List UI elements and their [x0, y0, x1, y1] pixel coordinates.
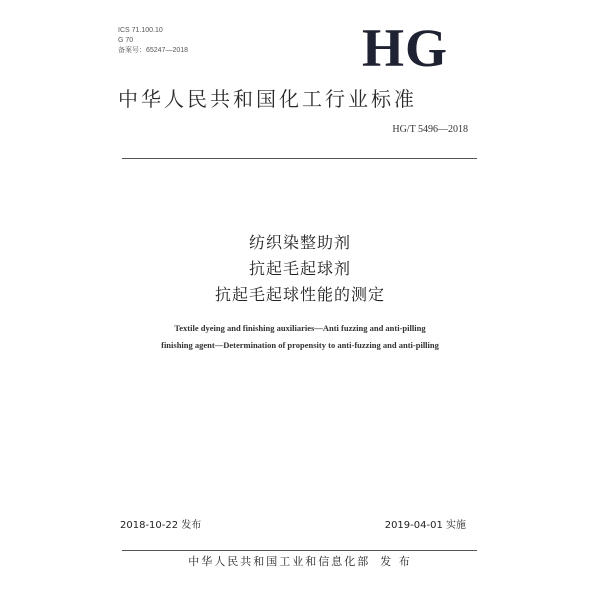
top-divider: [122, 158, 477, 159]
en-title-line-1: Textile dyeing and finishing auxiliaries—Anti fuzzing and anti-pilling: [174, 323, 426, 333]
ics-code: ICS 71.100.10: [118, 27, 163, 34]
zh-title-line-2: 抗起毛起球剂: [248, 259, 351, 278]
zh-title-line-1: 纺织染整助剂: [248, 233, 351, 252]
bottom-divider: [122, 550, 477, 551]
issue-date: 2018-10-22 发布: [120, 520, 202, 531]
filing-number: 备案号：65247—2018: [118, 47, 189, 54]
standard-number: HG/T 5496—2018: [392, 124, 468, 135]
publisher-line: [0, 553, 600, 569]
industry-standard-title: 中华人民共和国化工行业标准: [118, 87, 417, 111]
en-title-line-2: finishing agent—Determination of propensity to anti-fuzzing and anti-pilling: [161, 340, 439, 350]
publish-action: 发 布: [380, 555, 412, 568]
hg-logo: HG: [361, 18, 448, 78]
publisher-name: 中华人民共和国工业和信息化部: [188, 555, 371, 568]
ccs-code: G 70: [118, 37, 134, 44]
effective-date: 2019-04-01 实施: [384, 520, 466, 531]
zh-title-line-3: 抗起毛起球性能的测定: [214, 285, 385, 304]
classification-block: [118, 26, 188, 56]
